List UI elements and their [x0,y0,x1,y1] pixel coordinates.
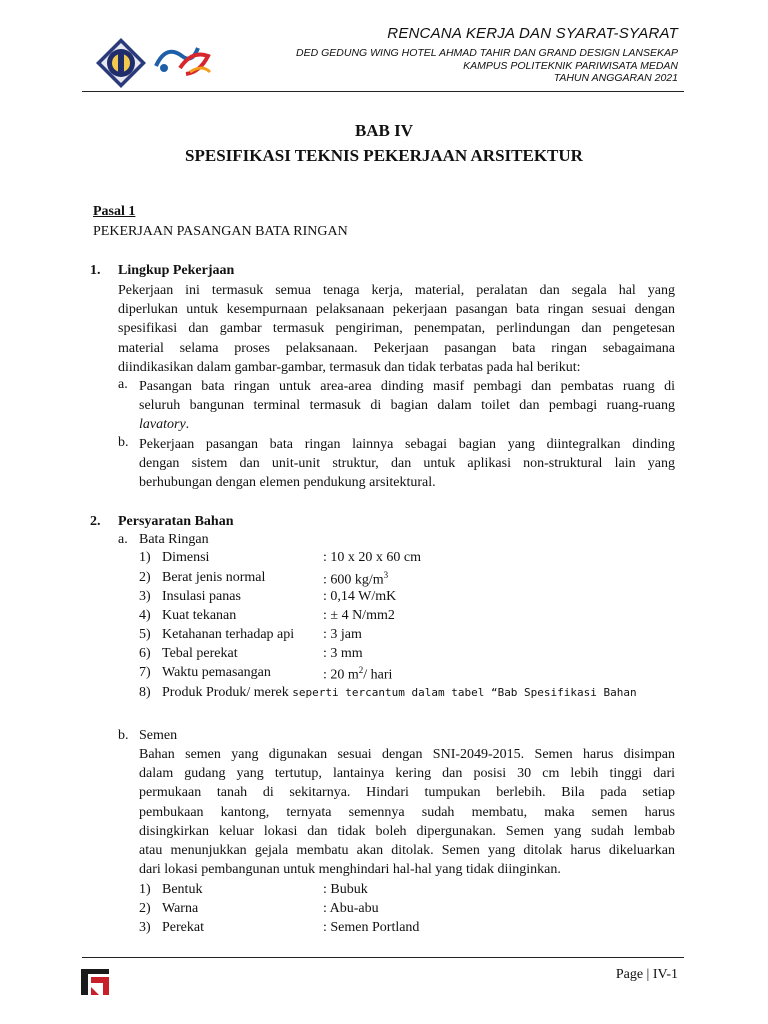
spec-number: 3) [139,920,151,935]
spec-number: 7) [139,665,151,680]
spec-value: : 10 x 20 x 60 cm [323,550,421,565]
text-line: seluruh bangunan terminal termasuk di bagian dalam toilet dan pembagi ruang-ruang [139,398,675,414]
spec-value: : 0,14 W/mK [323,589,397,604]
spec-key: Perekat [162,920,204,935]
text-line: disingkirkan keluar lokasi dan tidak boleh dipergunakan. Semen yang sudah lembab [139,823,675,839]
company-logo [79,965,113,997]
item-a-label: a. [118,532,128,547]
spec8-text: Produk Produk/ merek [162,685,293,700]
spec-key: Bentuk [162,882,203,897]
fiscal-year: TAHUN ANGGARAN 2021 [553,72,678,84]
item-b-label: b. [118,435,129,450]
project-name: DED GEDUNG WING HOTEL AHMAD TAHIR DAN GRAND DESIGN LANSEKAP [296,47,678,59]
pasal-label: Pasal 1 [93,204,136,219]
spec-number: 4) [139,608,151,623]
spec-number: 2) [139,570,151,585]
spec-key: Warna [162,901,199,916]
text-line: pembukaan kantong, ternyata semennya sudah membatu, maka semen harus [139,804,675,820]
spec-key: Tebal perekat [162,646,238,661]
item-a-label: a. [118,377,128,392]
period: . [185,417,190,433]
item-b-label: b. [118,728,129,743]
section1-body [118,281,675,377]
item-a-body [139,377,675,435]
project-info [296,47,678,85]
pasal-title: PEKERJAAN PASANGAN BATA RINGAN [93,224,348,239]
chapter-number: BAB IV [354,121,414,140]
ministry-logo [95,37,147,89]
spec-value [323,570,388,589]
text-line: dalam gudang yang tertutup, lantainya kering dan posisi 30 cm lebih tinggi dari [139,766,675,782]
spec-key: Insulasi panas [162,589,241,604]
spec-number: 8) [139,685,151,700]
spec-value: : 3 mm [323,646,363,661]
text-line: diperlukan untuk kesempurnaan pelaksanaan pekerjaan pasangan bata ringan sesuai dengan [118,302,675,318]
header-divider [82,91,684,92]
spec8-note: seperti tercantum dalam tabel “Bab Spesifikasi Bahan [292,686,637,699]
text-line: dari lokasi pembangunan untuk menghindari hal-hal yang tidak diinginkan. [139,862,561,878]
page-number: Page | IV-1 [615,967,678,982]
text-line: permukaan tanah di sekitarnya. Hindari tumpukan berlebih. Bila pada setiap [139,785,675,801]
value-suffix: / hari [363,667,393,683]
section1-number: 1. [90,263,101,278]
document-title: RENCANA KERJA DAN SYARAT-SYARAT [387,25,678,42]
spec-key: Ketahanan terhadap api [162,627,295,642]
text-line: Pekerjaan ini termasuk semua tenaga kerja, material, peralatan dan segala hal yang [118,283,675,298]
spec-key: Dimensi [162,550,210,565]
spec-number: 2) [139,901,151,916]
spec-value: : Bubuk [323,882,368,897]
spec-value: : Abu-abu [323,901,379,916]
text-line: material selama proses pelaksanaan. Pekerjaan pasangan bata ringan sebagaimana [118,340,675,356]
spec-number: 1) [139,550,151,565]
section1-heading: Lingkup Pekerjaan [118,263,235,278]
text-line: Bahan semen yang digunakan sesuai dengan SNI-2049-2015. Semen harus disimpan [139,747,675,762]
italic-term: lavatory [139,417,186,433]
value-text: : 600 kg/m [323,572,384,588]
text-line: diindikasikan dalam gambar-gambar, termasuk dan tidak terbatas pada hal berikut: [118,359,581,375]
spec-value [323,665,392,684]
text-line: Pekerjaan pasangan bata ringan lainnya sebagai bagian yang diintegralkan dinding [139,437,675,452]
semen-body [139,745,675,879]
text-line: berhubungan dengan elemen pendukung arsitektural. [139,475,436,491]
spec-key [162,685,637,701]
campus-name: KAMPUS POLITEKNIK PARIWISATA MEDAN [463,59,678,72]
section2-heading: Persyaratan Bahan [118,514,234,529]
poltekpar-logo [152,38,214,80]
bata-ringan-title: Bata Ringan [139,532,209,547]
semen-title: Semen [139,728,178,743]
spec-number: 3) [139,589,151,604]
text-line: atau menunjukkan gejala membatu akan ditolak. Semen yang ditolak harus dikeluarkan [139,843,675,859]
spec-number: 5) [139,627,151,642]
spec-key: Kuat tekanan [162,608,237,623]
spec-key: Berat jenis normal [162,570,266,585]
text-line [139,415,675,434]
text-line: Pasangan bata ringan untuk area-area dinding masif pembagi dan pembatas ruang di [139,379,675,394]
item-b-body [139,435,675,493]
spec-key: Waktu pemasangan [162,665,271,680]
superscript: 2 [358,665,364,675]
spec-number: 1) [139,882,151,897]
text-line: dengan sistem dan unit-unit struktur, dan untuk aplikasi non-struktural lain yang [139,456,675,472]
superscript: 3 [383,570,389,580]
section2-number: 2. [90,514,101,529]
footer-divider [82,957,684,958]
spec-value: : ± 4 N/mm2 [323,608,395,623]
spec-value: : Semen Portland [323,920,420,935]
chapter-title: SPESIFIKASI TEKNIS PEKERJAAN ARSITEKTUR [185,146,583,165]
value-text: : 20 m [323,667,359,683]
spec-number: 6) [139,646,151,661]
spec-value: : 3 jam [323,627,362,642]
text-line: spesifikasi dan gambar termasuk pengiriman, penempatan, perlindungan dan pengetesan [118,321,675,337]
